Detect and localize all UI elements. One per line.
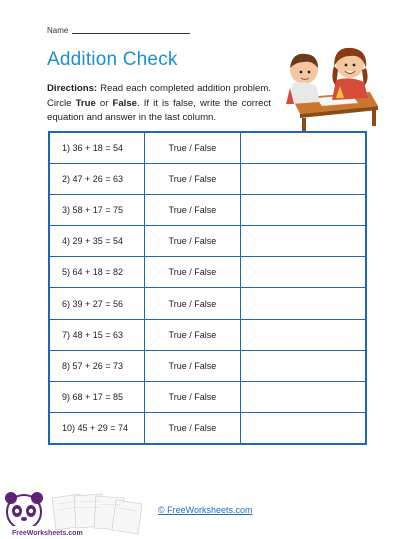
name-field xyxy=(47,26,190,35)
directions-label: Directions: xyxy=(47,83,98,94)
true-false-choice[interactable]: True / False xyxy=(144,288,240,319)
page-title: Addition Check xyxy=(47,49,178,70)
equation-cell: 9) 68 + 17 = 85 xyxy=(49,381,144,412)
correction-answer-cell[interactable] xyxy=(240,412,366,444)
addition-check-table xyxy=(48,131,367,445)
true-false-choice[interactable]: True / False xyxy=(144,381,240,412)
true-false-choice[interactable]: True / False xyxy=(144,319,240,350)
table-row xyxy=(49,319,366,350)
correction-answer-cell[interactable] xyxy=(240,226,366,257)
equation-cell: 5) 64 + 18 = 82 xyxy=(49,257,144,288)
freeworksheets-link[interactable]: © FreeWorksheets.com xyxy=(158,505,253,515)
name-blank-line[interactable] xyxy=(72,33,190,34)
table-row xyxy=(49,226,366,257)
table-row xyxy=(49,164,366,195)
correction-answer-cell[interactable] xyxy=(240,381,366,412)
true-false-choice[interactable]: True / False xyxy=(144,164,240,195)
table-row xyxy=(49,350,366,381)
table-row xyxy=(49,412,366,444)
true-false-choice[interactable]: True / False xyxy=(144,195,240,226)
table-row xyxy=(49,288,366,319)
directions-text-1: Read each completed addition problem. Circle xyxy=(47,83,271,109)
equation-cell: 3) 58 + 17 = 75 xyxy=(49,195,144,226)
equation-cell: 6) 39 + 27 = 56 xyxy=(49,288,144,319)
table-row xyxy=(49,381,366,412)
correction-answer-cell[interactable] xyxy=(240,319,366,350)
correction-answer-cell[interactable] xyxy=(240,132,366,164)
correction-answer-cell[interactable] xyxy=(240,257,366,288)
false-word: False xyxy=(112,97,138,109)
equation-cell: 7) 48 + 15 = 63 xyxy=(49,319,144,350)
equation-cell: 1) 36 + 18 = 54 xyxy=(49,132,144,164)
name-label: Name xyxy=(47,26,69,35)
equation-cell: 8) 57 + 26 = 73 xyxy=(49,350,144,381)
correction-answer-cell[interactable] xyxy=(240,350,366,381)
kids-at-desk-illustration xyxy=(274,40,382,132)
equation-cell: 4) 29 + 35 = 54 xyxy=(49,226,144,257)
true-false-choice[interactable]: True / False xyxy=(144,132,240,164)
table-row xyxy=(49,132,366,164)
correction-answer-cell[interactable] xyxy=(240,164,366,195)
true-word: True xyxy=(75,97,96,109)
table-row xyxy=(49,257,366,288)
true-false-choice[interactable]: True / False xyxy=(144,350,240,381)
correction-answer-cell[interactable] xyxy=(240,195,366,226)
logo-text: FreeWorksheets.com xyxy=(12,530,83,537)
directions-text-2: or xyxy=(95,97,113,109)
table-body xyxy=(49,132,366,444)
true-false-choice[interactable]: True / False xyxy=(144,257,240,288)
correction-answer-cell[interactable] xyxy=(240,288,366,319)
table-row xyxy=(49,195,366,226)
true-false-choice[interactable]: True / False xyxy=(144,412,240,444)
directions xyxy=(47,82,271,126)
directions-text-3: . If it is false, write the correct equation and answer in the last column. xyxy=(47,97,271,123)
equation-cell: 2) 47 + 26 = 63 xyxy=(49,164,144,195)
true-false-choice[interactable]: True / False xyxy=(144,226,240,257)
equation-cell: 10) 45 + 29 = 74 xyxy=(49,412,144,444)
